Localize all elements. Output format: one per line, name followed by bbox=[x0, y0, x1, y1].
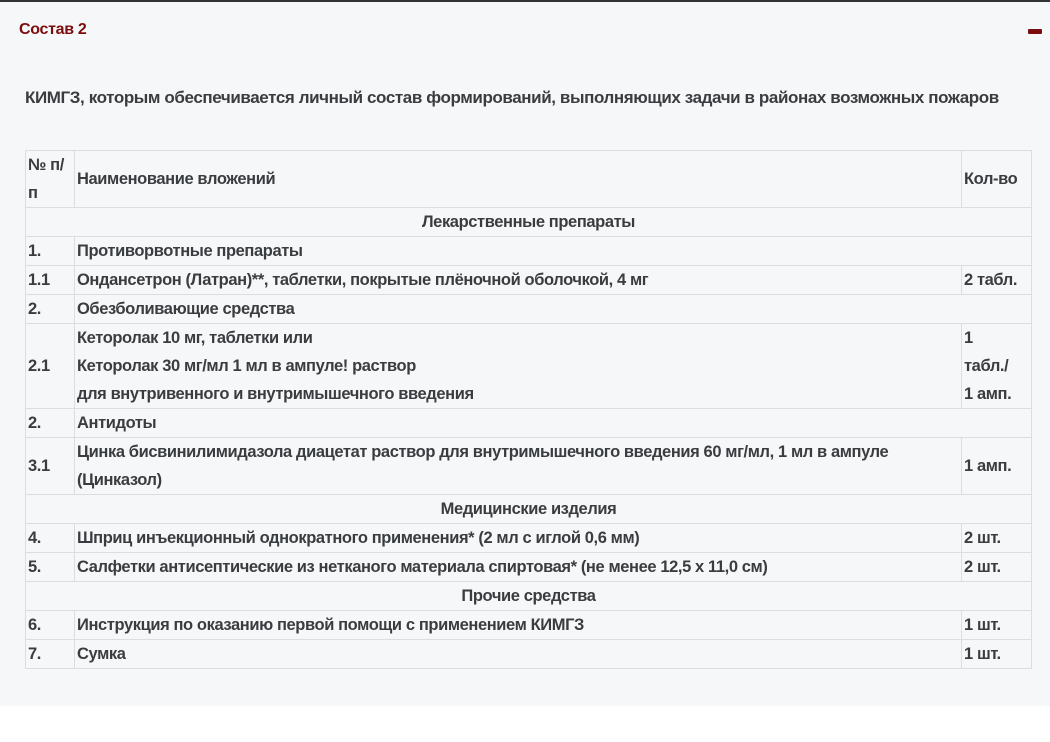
item-quantity: 2 табл. bbox=[962, 266, 1032, 295]
minus-icon[interactable] bbox=[1028, 29, 1042, 34]
row-number: 2. bbox=[26, 409, 75, 438]
item-name: Ондансетрон (Латран)**, таблетки, покрытые плёночной оболочкой, 4 мг bbox=[75, 266, 962, 295]
section-title[interactable]: Состав 2 bbox=[19, 21, 87, 38]
kit-description: КИМГЗ, которым обеспечивается личный состав формирований, выполняющих задачи в районах возможных пожаров bbox=[25, 88, 999, 107]
item-name: Шприц инъекционный однократного применения* (2 мл с иглой 0,6 мм) bbox=[75, 524, 962, 553]
table-row bbox=[26, 611, 1032, 640]
group-row bbox=[26, 295, 1032, 324]
section-heading: Медицинские изделия bbox=[26, 495, 1032, 524]
table-row bbox=[26, 640, 1032, 669]
item-name: Кеторолак 10 мг, таблетки или Кеторолак 30 мг/мл 1 мл в ампуле! раствор для внутривенного и внутримышечного введения bbox=[75, 324, 962, 409]
group-row bbox=[26, 237, 1032, 266]
group-name: Обезболивающие средства bbox=[75, 295, 1032, 324]
group-row bbox=[26, 409, 1032, 438]
header-name: Наименование вложений bbox=[75, 151, 962, 208]
item-name: Инструкция по оказанию первой помощи с применением КИМГЗ bbox=[75, 611, 962, 640]
item-quantity: 2 шт. bbox=[962, 553, 1032, 582]
contents-table bbox=[25, 150, 1032, 669]
row-number: 7. bbox=[26, 640, 75, 669]
header-qty: Кол-во bbox=[962, 151, 1032, 208]
table-header-row bbox=[26, 151, 1032, 208]
section-heading: Прочие средства bbox=[26, 582, 1032, 611]
item-quantity: 1 амп. bbox=[962, 438, 1032, 495]
group-name: Антидоты bbox=[75, 409, 1032, 438]
item-name: Салфетки антисептические из нетканого материала спиртовая* (не менее 12,5 х 11,0 см) bbox=[75, 553, 962, 582]
item-quantity: 2 шт. bbox=[962, 524, 1032, 553]
item-quantity: 1 табл./ 1 амп. bbox=[962, 324, 1032, 409]
group-name: Противорвотные препараты bbox=[75, 237, 1032, 266]
table-row bbox=[26, 266, 1032, 295]
section-row bbox=[26, 582, 1032, 611]
item-name: Сумка bbox=[75, 640, 962, 669]
item-quantity: 1 шт. bbox=[962, 611, 1032, 640]
header-num: № п/п bbox=[26, 151, 75, 208]
table-row bbox=[26, 438, 1032, 495]
section-row bbox=[26, 495, 1032, 524]
row-number: 4. bbox=[26, 524, 75, 553]
table-row bbox=[26, 553, 1032, 582]
section-heading: Лекарственные препараты bbox=[26, 208, 1032, 237]
row-number: 2. bbox=[26, 295, 75, 324]
table-row bbox=[26, 324, 1032, 409]
item-name: Цинка бисвинилимидазола диацетат раствор для внутримышечного введения 60 мг/мл, 1 мл в ампуле (Цинказол) bbox=[75, 438, 962, 495]
row-number: 5. bbox=[26, 553, 75, 582]
section-row bbox=[26, 208, 1032, 237]
row-number: 1. bbox=[26, 237, 75, 266]
row-number: 3.1 bbox=[26, 438, 75, 495]
table-row bbox=[26, 524, 1032, 553]
row-number: 1.1 bbox=[26, 266, 75, 295]
item-quantity: 1 шт. bbox=[962, 640, 1032, 669]
row-number: 6. bbox=[26, 611, 75, 640]
row-number: 2.1 bbox=[26, 324, 75, 409]
